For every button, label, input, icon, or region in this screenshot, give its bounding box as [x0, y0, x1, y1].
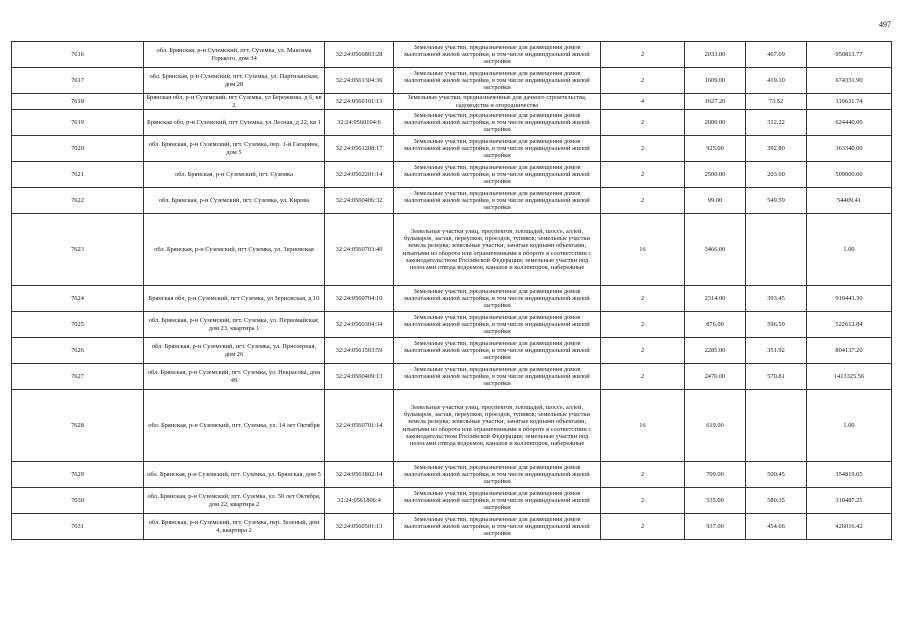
row-address: обл. Брянская, р-н Суземский, пгт. Суземка, пер. 1-й Гагарина, дом 5	[144, 136, 325, 162]
row-address: Брянская обл, р-н Суземский, пгт Суземка, ул Зерновская, д 10	[144, 286, 325, 312]
row-address: обл. Брянская, р-н Суземский, пгт. Суземка, ул. 14 лет Октября	[144, 390, 325, 462]
row-number: 7618	[12, 94, 144, 110]
table-row	[12, 214, 892, 286]
row-address: обл. Брянская, р-н Суземский, пгт. Суземка, ул. Некрасова, дом 49	[144, 364, 325, 390]
row-number: 7621	[12, 162, 144, 188]
table-row	[12, 188, 892, 214]
row-land-use: Земельные участки, предназначенные для размещения домов малоэтажной жилой застройки, в том числе индивидуальной жилой застройки	[394, 68, 601, 94]
row-cadastral-value: 363340.00	[807, 136, 892, 162]
row-cadastral-number: 32:24:0560104:6	[325, 110, 394, 136]
row-cadastral-number: 32:24:0560703:40	[325, 214, 394, 286]
table-row	[12, 94, 892, 110]
row-land-use: Земельные участки, предназначенные для размещения домов малоэтажной жилой застройки, в том числе индивидуальной жилой застройки	[394, 286, 601, 312]
row-area: 925.00	[685, 136, 746, 162]
row-cadastral-value: 1413325.56	[807, 364, 892, 390]
row-cadastral-number: 32:24:0561304:36	[325, 68, 394, 94]
row-specific-value: 454.66	[746, 514, 807, 540]
row-land-use: Земельные участки, предназначенные для размещения домов малоэтажной жилой застройки, в том числе индивидуальной жилой застройки	[394, 488, 601, 514]
row-address: обл. Брянская, р-н Суземский, пгт. Суземка, ул. Партизанская, дом 28	[144, 68, 325, 94]
row-address: обл. Брянская, р-н Суземский, пгт. Суземка, пер. Зеленый, дом 4, квартира 2	[144, 514, 325, 540]
row-area: 535.00	[685, 488, 746, 514]
row-area: 2500.00	[685, 162, 746, 188]
row-specific-value: 549.59	[746, 188, 807, 214]
table-row	[12, 110, 892, 136]
row-number: 7628	[12, 390, 144, 462]
row-address: Брянская обл, р-н Суземский, пгт Суземка, ул Бережкова, д 6, кв 2	[144, 94, 325, 110]
row-cadastral-number: 32:24:0560101:13	[325, 94, 394, 110]
row-cadastral-number: 32:24:0560501:13	[325, 514, 394, 540]
row-address: обл. Брянская, р-н Суземский, пгт. Суземка	[144, 162, 325, 188]
row-group: 2	[601, 136, 685, 162]
row-land-use: Земельные участки, предназначенные для размещения домов малоэтажной жилой застройки, в том числе индивидуальной жилой застройки	[394, 188, 601, 214]
row-cadastral-number: 32:24:0561802:14	[325, 462, 394, 488]
table-row	[12, 390, 892, 462]
row-group: 2	[601, 364, 685, 390]
row-group: 2	[601, 110, 685, 136]
row-number: 7620	[12, 136, 144, 162]
row-address: обл. Брянская, р-н Суземский, пгт Суземка, ул. Зерновская	[144, 214, 325, 286]
row-cadastral-number: 32:24:0560704:10	[325, 286, 394, 312]
row-group: 16	[601, 214, 685, 286]
row-cadastral-number: 32:24:0560803:28	[325, 42, 394, 68]
row-cadastral-value: 1.00	[807, 214, 892, 286]
row-number: 7626	[12, 338, 144, 364]
row-group: 2	[601, 488, 685, 514]
row-number: 7623	[12, 214, 144, 286]
row-group: 16	[601, 390, 685, 462]
row-cadastral-number: 32:24:0560701:14	[325, 390, 394, 462]
row-area: 876.00	[685, 312, 746, 338]
row-cadastral-number: 32:24:0561208:17	[325, 136, 394, 162]
row-specific-value: 580.35	[746, 488, 807, 514]
row-land-use: Земельные участки, предназначенные для дачного строительства, садоводства и огородничества	[394, 94, 601, 110]
row-area: 619.00	[685, 390, 746, 462]
row-land-use: Земельные участки улиц, проспектов, площадей, шоссе, аллей, бульваров, застав, переулков, проездов, тупиков; земельные участки земель резерва; земельные участки, занятые водными объектами, изъятыми из оборота или ограниченными в обороте в соответствии с законодательством Российской Федерации; земельные участки под полосами отвода водоемов, каналов и коллекторов, набережные	[394, 214, 601, 286]
row-number: 7629	[12, 462, 144, 488]
row-specific-value: 596.59	[746, 312, 807, 338]
row-group: 2	[601, 462, 685, 488]
row-number: 7617	[12, 68, 144, 94]
row-area: 2000.00	[685, 110, 746, 136]
cadastral-value-table	[11, 41, 892, 540]
row-specific-value: 419.10	[746, 68, 807, 94]
row-cadastral-value: 950813.77	[807, 42, 892, 68]
row-land-use: Земельные участки, предназначенные для размещения домов малоэтажной жилой застройки, в том числе индивидуальной жилой застройки	[394, 462, 601, 488]
row-cadastral-number: 32:24:0562201:14	[325, 162, 394, 188]
row-specific-value: 500.45	[746, 462, 807, 488]
row-number: 7631	[12, 514, 144, 540]
row-group: 2	[601, 188, 685, 214]
row-area: 1609.00	[685, 68, 746, 94]
row-area: 2314.00	[685, 286, 746, 312]
table-row	[12, 42, 892, 68]
row-number: 7630	[12, 488, 144, 514]
row-cadastral-value: 624440.00	[807, 110, 892, 136]
row-cadastral-value: 674331.90	[807, 68, 892, 94]
row-land-use: Земельные участки, предназначенные для размещения домов малоэтажной жилой застройки, в том числе индивидуальной жилой застройки	[394, 364, 601, 390]
row-address: обл. Брянская, р-н Суземский, пгт. Суземка, ул. Первомайская, дом 23, квартира 1	[144, 312, 325, 338]
row-area: 1627.20	[685, 94, 746, 110]
row-address: Брянская обл, р-н Суземский, пгт Суземка, ул Лесная, д 22, кв 1	[144, 110, 325, 136]
row-specific-value: 570.81	[746, 364, 807, 390]
row-group: 2	[601, 42, 685, 68]
row-group: 4	[601, 94, 685, 110]
row-group: 2	[601, 68, 685, 94]
row-cadastral-number: 32:24:0561806:4	[325, 488, 394, 514]
row-cadastral-value: 1.00	[807, 390, 892, 462]
row-specific-value: 312.22	[746, 110, 807, 136]
table-row	[12, 462, 892, 488]
table-row	[12, 286, 892, 312]
row-area: 99.00	[685, 188, 746, 214]
row-area: 3466.00	[685, 214, 746, 286]
row-cadastral-number: 32:24:0560304:34	[325, 312, 394, 338]
row-cadastral-value: 910443.30	[807, 286, 892, 312]
row-cadastral-number: 32:24:0560406:32	[325, 188, 394, 214]
row-specific-value	[746, 214, 807, 286]
row-address: обл. Брянская, р-н Суземский, пгт. Суземка, ул. Брянская, дом 5	[144, 462, 325, 488]
row-number: 7625	[12, 312, 144, 338]
row-area: 2033.00	[685, 42, 746, 68]
row-cadastral-value: 509000.00	[807, 162, 892, 188]
row-land-use: Земельные участки, предназначенные для размещения домов малоэтажной жилой застройки, в том числе индивидуальной жилой застройки	[394, 514, 601, 540]
row-group: 2	[601, 162, 685, 188]
row-cadastral-number: 32:24:0561503:59	[325, 338, 394, 364]
row-land-use: Земельные участки, предназначенные для размещения домов малоэтажной жилой застройки, в том числе индивидуальной жилой застройки	[394, 338, 601, 364]
row-area: 2476.00	[685, 364, 746, 390]
row-area: 709.00	[685, 462, 746, 488]
row-cadastral-value: 119631.74	[807, 94, 892, 110]
table-row	[12, 338, 892, 364]
row-number: 7624	[12, 286, 144, 312]
table-row	[12, 68, 892, 94]
row-group: 2	[601, 286, 685, 312]
row-area: 937.00	[685, 514, 746, 540]
row-cadastral-number: 32:24:0560409:13	[325, 364, 394, 390]
row-address: обл. Брянская, р-н Суземский, пгт. Суземка, ул. Приозерная, дом 26	[144, 338, 325, 364]
row-land-use: Земельные участки, предназначенные для размещения домов малоэтажной жилой застройки, в том числе индивидуальной жилой застройки	[394, 110, 601, 136]
row-specific-value: 73.52	[746, 94, 807, 110]
row-land-use: Земельные участки, предназначенные для размещения домов малоэтажной жилой застройки, в том числе индивидуальной жилой застройки	[394, 312, 601, 338]
row-land-use: Земельные участки, предназначенные для размещения домов малоэтажной жилой застройки, в том числе индивидуальной жилой застройки	[394, 162, 601, 188]
table-row	[12, 312, 892, 338]
row-specific-value: 351.92	[746, 338, 807, 364]
row-group: 2	[601, 514, 685, 540]
row-specific-value: 467.69	[746, 42, 807, 68]
row-specific-value: 392.80	[746, 136, 807, 162]
row-specific-value	[746, 390, 807, 462]
table-row	[12, 488, 892, 514]
table-row	[12, 364, 892, 390]
row-number: 7627	[12, 364, 144, 390]
row-address: обл. Брянская, р-н Суземский, пгт. Суземка, ул. Максима Горького, дом 34	[144, 42, 325, 68]
row-area: 2285.00	[685, 338, 746, 364]
row-cadastral-value: 804137.20	[807, 338, 892, 364]
row-land-use: Земельные участки, предназначенные для размещения домов малоэтажной жилой застройки, в том числе индивидуальной жилой застройки	[394, 42, 601, 68]
row-cadastral-value: 54409.41	[807, 188, 892, 214]
table-row	[12, 136, 892, 162]
row-number: 7616	[12, 42, 144, 68]
page-number: 497	[879, 20, 891, 29]
row-cadastral-value: 354819.05	[807, 462, 892, 488]
row-land-use: Земельные участки улиц, проспектов, площадей, шоссе, аллей, бульваров, застав, переулков, проездов, тупиков; земельные участки земель резерва; земельные участки, занятые водными объектами, изъятыми из оборота или ограниченными в обороте в соответствии с законодательством Российской Федерации; земельные участки под полосами отвода водоемов, каналов и коллекторов, набережные	[394, 390, 601, 462]
row-address: обл. Брянская, р-н Суземский, пгт. Суземка, ул. 50 лет Октября, дом 22, квартира 2	[144, 488, 325, 514]
table-row	[12, 162, 892, 188]
table-row	[12, 514, 892, 540]
row-specific-value: 203.60	[746, 162, 807, 188]
row-address: обл. Брянская, р-н Суземский, пгт. Суземка, ул. Кирова	[144, 188, 325, 214]
row-land-use: Земельные участки, предназначенные для размещения домов малоэтажной жилой застройки, в том числе индивидуальной жилой застройки	[394, 136, 601, 162]
row-number: 7619	[12, 110, 144, 136]
row-group: 2	[601, 312, 685, 338]
row-number: 7622	[12, 188, 144, 214]
row-cadastral-value: 426016.42	[807, 514, 892, 540]
row-cadastral-value: 522612.84	[807, 312, 892, 338]
row-group: 2	[601, 338, 685, 364]
row-cadastral-value: 310487.25	[807, 488, 892, 514]
row-specific-value: 393.45	[746, 286, 807, 312]
